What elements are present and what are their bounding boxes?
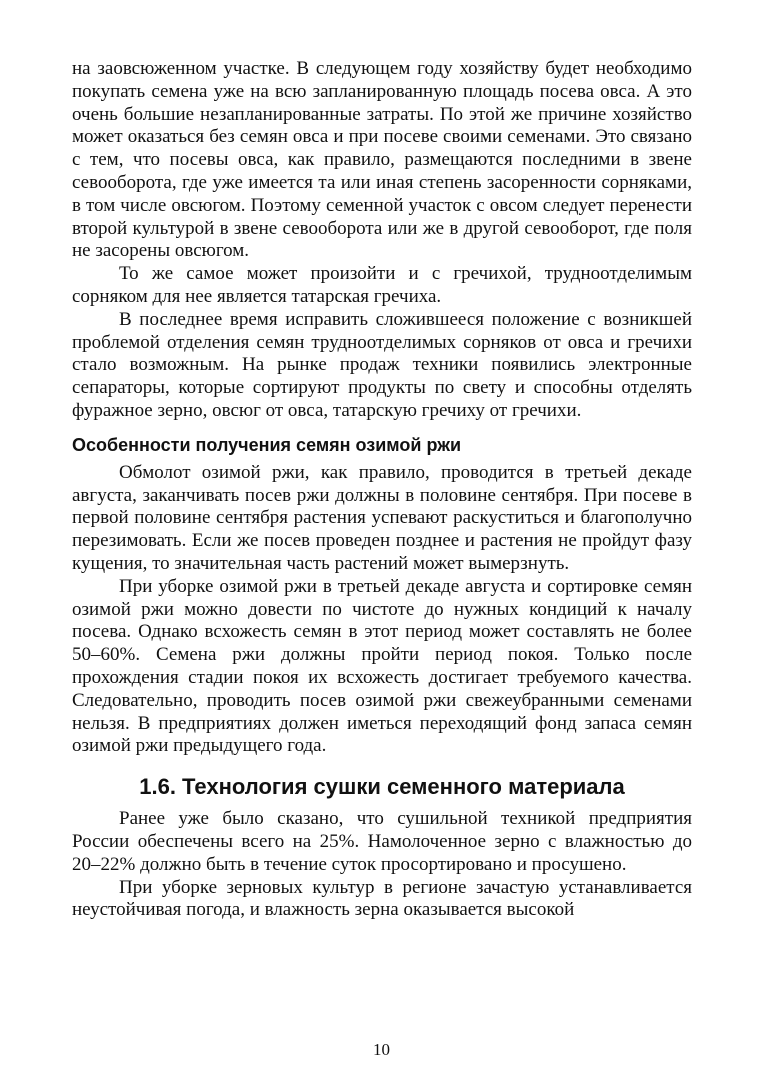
page-number: 10 <box>373 1040 390 1059</box>
paragraph-unstable-weather: При уборке зерновых культур в регионе зачастую устанавливается неустойчивая погода, и влажность зерна оказывается высокой <box>72 876 692 921</box>
paragraph-rye-germination: При уборке озимой ржи в третьей декаде августа и сортировке семян озимой ржи можно довести по чистоте до нужных кондиций к началу посева. Однако всхожесть семян в этот период может составлять не более 50–60%. Семена ржи должны пройти период покоя. Только после прохождения стадии покоя их всхожесть достигает требуемого качества. Следовательно, проводить посев озимой ржи свежеубранными семенами нельзя. В предприятиях должен иметься переходящий фонд запаса семян озимой ржи предыдущего года. <box>72 575 692 757</box>
page-content <box>72 58 692 922</box>
paragraph-buckwheat: То же самое может произойти и с гречихой, трудноотделимым сорняком для нее является татарская гречиха. <box>72 263 692 307</box>
paragraph-oat-weeds: на заовсюженном участке. В следующем году хозяйству будет необходимо покупать семена уже на всю запланированную площадь посева овса. А это очень большие незапланированные затраты. По этой же причине хозяйство может оказаться без семян овса и при посеве своими семенами. Это связано с тем, что посевы овса, как правило, размещаются последними в звене севооборота, где уже имеется та или иная степень засоренности сорняками, в том числе овсюгом. Поэтому семенной участок с овсом следует перенести второй культурой в звене севооборота или же в другой севооборот, где поля не засорены овсюгом. <box>72 58 692 262</box>
paragraph-electronic-separators: В последнее время исправить сложившееся положение с возникшей проблемой отделения семян трудноотделимых сорняков от овса и гречихи стало возможным. На рынке продаж техники появились электронные сепараторы, которые сортируют продукты по свету и способны отделять фуражное зерно, овсюг от овса, татарскую гречиху от гречихи. <box>72 308 692 421</box>
paragraph-rye-threshing: Обмолот озимой ржи, как правило, проводится в третьей декаде августа, заканчивать посев ржи должны в половине сентября. При посеве в первой половине сентября растения успевают раскуститься и благополучно перезимовать. Если же посев проведен позднее и растения не пройдут фазу кущения, то значительная часть растений может вымерзнуть. <box>72 461 692 574</box>
paragraph-drying-equipment: Ранее уже было сказано, что сушильной техникой предприятия России обеспечены всего на 25%. Намолоченное зерно с влажностью до 20–22% должно быть в течение суток просортировано и просушено. <box>72 808 692 875</box>
subheading-winter-rye: Особенности получения семян озимой ржи <box>72 434 462 455</box>
section-heading-drying: 1.6. Технология сушки семенного материала <box>139 774 625 800</box>
